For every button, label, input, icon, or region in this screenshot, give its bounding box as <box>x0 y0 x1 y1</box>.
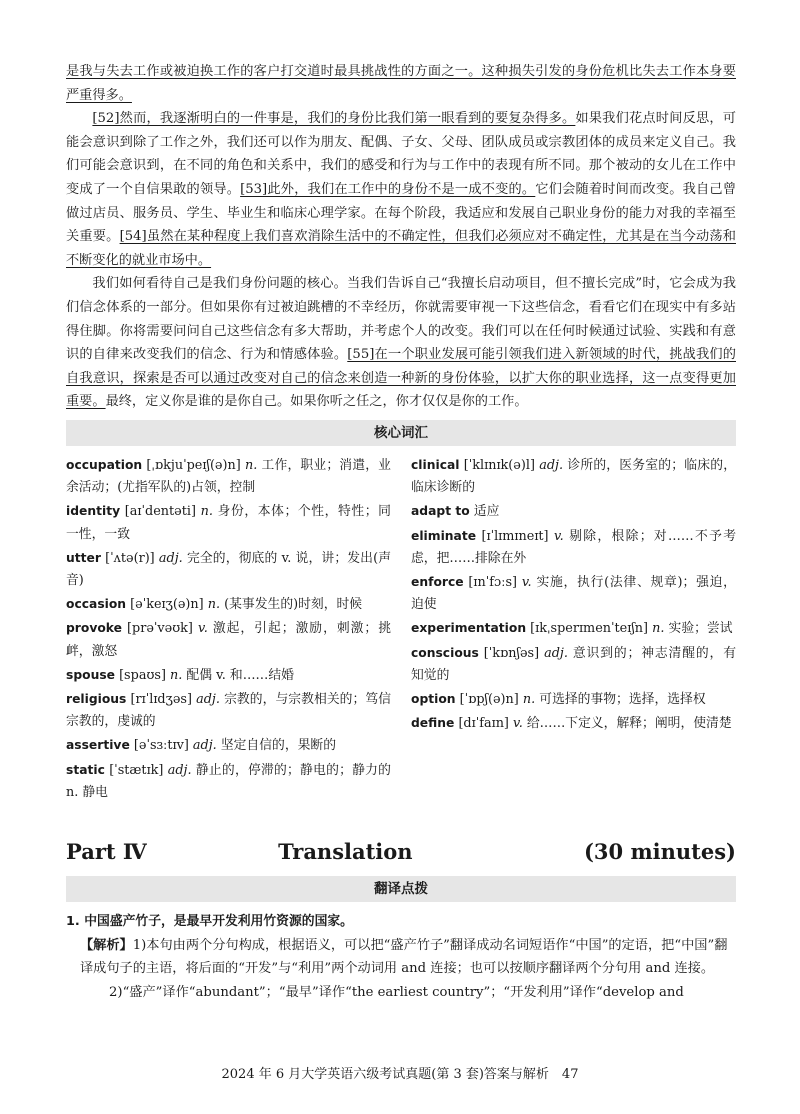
vocab-definition: 宗教的，与宗教相关的；笃信宗教的，虔诚的 <box>66 691 391 730</box>
vocab-pos: adj. <box>192 738 217 754</box>
vocab-word: static <box>66 762 105 777</box>
vocab-list <box>66 454 736 805</box>
vocab-definition: 实施，执行(法律、规章)；强迫，迫使 <box>411 574 736 613</box>
vocab-entry <box>66 688 391 733</box>
vocab-pos: adj. <box>544 645 568 661</box>
vocab-word: assertive <box>66 738 130 753</box>
part-title: Translation <box>278 838 413 864</box>
vocab-pos: n. <box>200 504 213 520</box>
vocab-phonetic: [ɪˈlɪmɪneɪt] <box>481 528 549 544</box>
passage-text: 如果我们花点时间反思，可能会意识到除了工作之外，我们还可以作为朋友、配偶、子女、父母、团队成员或宗教团体的成员来定义自己。我们可能会意识到，在不同的角色和关系中，我们的感受和行为与工作中的表现有所不同。那个被动的女儿在工作中变成了一个自信果敢的领导。 <box>66 111 736 197</box>
tip-analysis <box>66 934 736 981</box>
tip-analysis-2 <box>66 981 736 1005</box>
vocab-column-left <box>66 454 391 805</box>
part-heading <box>66 839 736 864</box>
passage-text: 它们会随着时间而改变。我自己曾做过店员、服务员、学生、毕业生和临床心理学家。在每个阶段，我适应和发展自己职业身份的能力对我的幸福至关重要。 <box>66 181 737 245</box>
vocab-pos: n. <box>244 457 258 473</box>
vocab-definition: 工作，职业；消遣，业余活动；(尤指军队的)占领，控制 <box>66 457 391 496</box>
vocab-phonetic: [prəˈvəʊk] <box>127 621 193 637</box>
vocab-entry <box>411 571 736 616</box>
vocab-phonetic: [ˈʌtə(r)] <box>105 550 155 566</box>
vocab-pos: v. <box>513 716 523 732</box>
vocab-word: religious <box>66 691 127 706</box>
vocab-phonetic: [əˈsɜːtɪv] <box>133 738 189 754</box>
vocab-entry <box>66 617 391 662</box>
sentence-53: [53]此外，我们在工作中的身份不是一成不变的。 <box>240 181 536 197</box>
vocab-entry <box>411 712 736 735</box>
vocab-entry <box>66 454 391 499</box>
vocab-definition: 诊所的，医务室的；临床的，临床诊断的 <box>411 457 736 496</box>
analysis-text-2: 2)“盛产”译作“abundant”；“最早”译作“the earliest country”；“开发利用”译作“develop and <box>109 984 684 1000</box>
vocab-definition: 适应 <box>473 504 500 520</box>
vocab-pos: n. <box>652 621 665 637</box>
vocab-phonetic: [ˈklɪnɪk(ə)l] <box>463 457 535 473</box>
vocab-word: occupation <box>66 457 143 472</box>
vocab-entry <box>66 593 391 616</box>
vocab-definition: 坚定自信的，果断的 <box>220 738 336 754</box>
vocab-pos: v. <box>553 528 564 544</box>
vocab-word: occasion <box>66 597 127 612</box>
vocab-phonetic: [ˈstætɪk] <box>109 762 164 778</box>
vocab-word: adapt to <box>411 504 470 519</box>
vocab-definition: 可选择的事物；选择，选择权 <box>539 691 706 707</box>
page-content <box>66 60 736 1004</box>
analysis-text-1: 1)本句由两个分句构成，根据语义，可以把“盛产竹子”翻译成动名词短语作“中国”的定语，把“中国”翻译成句子的主语，将后面的“开发”与“利用”两个动词用 and 连接；也可以按顺序翻译两个分句用 and 连接。 <box>80 937 728 977</box>
vocab-word: spouse <box>66 667 115 682</box>
vocab-definition: 完全的，彻底的 v. 说，讲；发出(声音) <box>66 550 391 588</box>
vocab-pos: adj. <box>196 691 220 707</box>
vocab-phonetic: [rɪˈlɪdʒəs] <box>130 691 192 707</box>
vocab-definition: 给……下定义，解释；阐明，使清楚 <box>526 716 732 732</box>
vocab-entry <box>66 547 391 592</box>
vocab-definition: 激起，引起；激励，刺激；挑衅，激怒 <box>66 621 391 659</box>
vocab-definition: 配偶 v. 和……结婚 <box>186 667 294 683</box>
passage-text: 我们如何看待自己是我们身份问题的核心。当我们告诉自己“我擅长启动项目，但不擅长完成”时，它会成为我们信念体系的一部分。但如果你有过被迫跳槽的不幸经历，你就需要审视一下这些信念，看看它们在现实中有多站得住脚。你将需要问问自己这些信念有多大帮助，并考虑个人的改变。我们可以在任何时候通过试验、实践和有意识的自律来改变我们的信念、行为和情感体验。 <box>66 276 736 363</box>
sentence-55: [55]在一个职业发展可能引领我们进入新领域的时代，挑战我们的自我意识，探索是否可以通过改变对自己的信念来创造一种新的身份体验，以扩大你的职业选择，这一点变得更加重要。 <box>66 347 736 410</box>
vocab-word: conscious <box>411 645 479 660</box>
passage-text: 最终，定义你是谁的是你自己。如果你听之任之，你才仅仅是你的工作。 <box>105 394 528 410</box>
vocab-phonetic: [dɪˈfaɪn] <box>458 716 509 732</box>
vocab-pos: n. <box>207 597 221 613</box>
vocab-definition: 静止的，停滞的；静电的；静力的 n. 静电 <box>66 762 391 800</box>
vocab-word: option <box>411 691 456 706</box>
vocab-word: utter <box>66 550 101 565</box>
vocab-word: enforce <box>411 574 464 589</box>
vocab-definition: 剔除，根除；对……不予考虑，把……排除在外 <box>411 528 736 566</box>
underlined-sentence: 是我与失去工作或被迫换工作的客户打交道时最具挑战性的方面之一。这种损失引发的身份危机比失去工作本身要严重得多。 <box>66 64 736 103</box>
vocab-entry <box>411 642 736 687</box>
vocab-word: provoke <box>66 621 122 636</box>
vocab-phonetic: [aɪˈdentəti] <box>124 504 196 520</box>
vocab-pos: n. <box>170 667 183 683</box>
vocab-pos: adj. <box>167 762 192 778</box>
sentence-52: [52]然而，我逐渐明白的一件事是，我们的身份比我们第一眼看到的要复杂得多。 <box>92 111 576 127</box>
vocab-phonetic: [ɪkˌsperɪmenˈteɪʃn] <box>530 621 649 637</box>
passage-paragraph-3 <box>66 272 736 414</box>
vocab-entry <box>411 525 736 570</box>
tips-section-header: 翻译点拨 <box>66 876 736 902</box>
vocab-definition: 实验；尝试 <box>668 621 733 637</box>
vocab-phonetic: [spaʊs] <box>119 667 166 683</box>
vocab-definition: 身份，本体；个性，特性；同一性，一致 <box>66 504 391 542</box>
analysis-label: 【解析】 <box>80 937 133 953</box>
vocab-entry <box>66 664 391 687</box>
sentence-54: [54]虽然在某种程度上我们喜欢消除生活中的不确定性，但我们必须应对不确定性，尤其是在当今动荡和不断变化的就业市场中。 <box>66 229 736 268</box>
vocab-phonetic: [əˈkeɪʒ(ə)n] <box>130 597 204 613</box>
vocab-pos: n. <box>522 691 536 707</box>
vocab-phonetic: [ɪnˈfɔːs] <box>468 574 518 590</box>
vocab-pos: v. <box>521 574 532 590</box>
vocab-definition: 意识到的；神志清醒的，有知觉的 <box>411 645 737 683</box>
passage-paragraph-continued <box>66 60 736 107</box>
vocab-word: clinical <box>411 457 460 472</box>
vocab-phonetic: [ˈkɒnʃəs] <box>483 645 540 661</box>
vocab-entry <box>66 500 391 545</box>
vocab-entry <box>66 734 391 757</box>
vocab-word: experimentation <box>411 621 527 636</box>
part-time: (30 minutes) <box>583 838 736 864</box>
part-label: Part Ⅳ <box>66 838 147 864</box>
vocab-section-header: 核心词汇 <box>66 420 736 446</box>
vocab-pos: adj. <box>539 457 564 473</box>
vocab-column-right <box>411 454 736 805</box>
passage-paragraph-2 <box>66 107 736 272</box>
vocab-phonetic: [ˌɒkjuˈpeɪʃ(ə)n] <box>146 457 241 473</box>
vocab-word: eliminate <box>411 528 477 543</box>
vocab-phonetic: [ˈɒpʃ(ə)n] <box>459 691 519 707</box>
vocab-pos: v. <box>197 621 208 637</box>
tip-item-title: 1. 中国盛产竹子，是最早开发利用竹资源的国家。 <box>66 913 353 929</box>
vocab-entry <box>411 617 736 640</box>
vocab-entry <box>66 759 391 804</box>
page-footer: 2024 年 6 月大学英语六级考试真题(第 3 套)答案与解析 47 <box>221 1067 579 1082</box>
vocab-entry <box>411 500 736 523</box>
vocab-definition: (某事发生的)时刻，时候 <box>224 597 363 613</box>
vocab-entry <box>411 688 736 711</box>
vocab-word: identity <box>66 504 121 519</box>
vocab-entry <box>411 454 736 499</box>
vocab-pos: adj. <box>158 550 183 566</box>
vocab-word: define <box>411 716 455 731</box>
